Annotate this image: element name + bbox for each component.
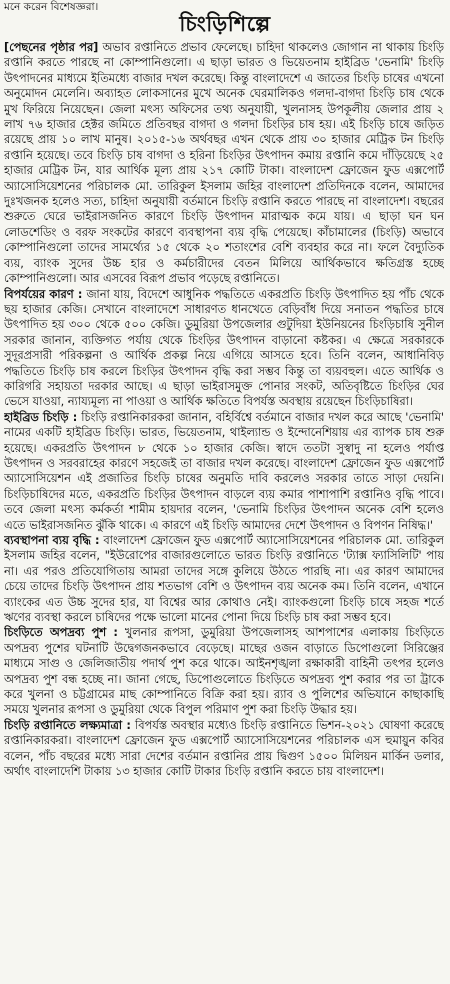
paragraph-lead: চিংড়ি রপ্তানিতে লক্ষ্যমাত্রা : [4, 718, 131, 732]
previous-article-fragment: মনে করেন বিশেষজ্ঞরা। [4, 1, 99, 13]
paragraph-lead: বিপর্যয়ের কারণ : [4, 287, 83, 301]
paragraph-text: অভাব রপ্তানিতে প্রভাব ফেলেছে। চাহিদা থাকলেও জোগান না থাকায় চিংড়ি রপ্তানি করতে পারছে না কোম্পানিগুলো। এ ছাড়া ভারত ও ভিয়েতনাম হাইব্রিড 'ভেনামি' চিংড়ি উৎপাদনের মাধ্যমে ইতিমধ্যে বাজার দখল করেছে। কিন্তু বাংলাদেশে এ জাতের চিংড়ি চাষের এখনো অনুমোদন মেলেনি। অব্যাহত লোকসানের মুখে অনেক ঘেরমালিকও গলদা-বাগদা চিংড়ি চাষ থেকে মুখ ফিরিয়ে নিয়েছেন। জেলা মৎস্য অফিসের তথ্য অনুযায়ী, খুলনাসহ উপকূলীয় জেলার প্রায় ২ লাখ ৭৬ হাজার হেক্টর জমিতে প্রতিবছর বাগদা ও গলদা চিংড়ির চাষ হয়। এই চিংড়ি চাষে জড়িত রয়েছে প্রায় ১০ লাখ মানুষ। ২০১৫-১৬ অর্থবছর এখন থেকে প্রায় ৩০ হাজার মেট্রিক টন চিংড়ি রপ্তানি হয়েছে। তবে চিংড়ি চাষ বাগদা ও হরিনা চিংড়ির উৎপাদন কমায় রপ্তানি কমে দাঁড়িয়েছে ২৫ হাজার মেট্রিক টন, যার আর্থিক মূল্য প্রায় ২১৭ কোটি টাকা। বাংলাদেশ ফ্রোজেন ফুড এক্সপোর্ট অ্যাসোসিয়েশনের পরিচালক মো. তারিকুল ইসলাম জহির বাংলাদেশ প্রতিদিনকে বলেন, আমাদের দুঃখজনক হলেও সত্য, চাহিদা অনুযায়ী বর্তমানে চিংড়ি রপ্তানি করতে পারছে না বাংলাদেশ। বছরের শুরুতে ঘেরে ভাইরাসজনিত কারণে চিংড়ি উৎপাদন মারাত্মক কমে যায়। এ ছাড়া ঘন ঘন লোডশেডিং ও বরফ সংকটের কারণে ব্যবস্থাপনা ব্যয় বৃদ্ধি পেয়েছে। কাঁচামালের (চিংড়ি) অভাবে কোম্পানিগুলো তাদের সামর্থ্যের ১৫ থেকে ২০ শতাংশের বেশি ব্যবহার করে না। ফলে বৈদ্যুতিক ব্যয়, ব্যাংক সুদের উচ্চ হার ও কর্মচারীদের বেতন মিলিয়ে আর্থিকভাবে ক্ষতিগ্রস্ত হচ্ছে কোম্পানিগুলো। আর এসবের বিরূপ প্রভাব পড়েছে রপ্তানিতে। [4, 41, 444, 286]
paragraph [4, 625, 444, 717]
paragraph-text: খুলনার রূপসা, ডুমুরিয়া উপজেলাসহ আশপাশের এলাকায় চিংড়িতে অপদ্রব্য পুশের ঘটনাটি উদ্বেগজনকভাবে বেড়েছে। মাছের ওজন বাড়াতে ডিপোগুলো সিরিঞ্জের মাধ্যমে সাগু ও জেলিজাতীয় পদার্থ পুশ করে থাকে। আইনশৃঙ্খলা রক্ষাকারী বাহিনী তৎপর হলেও অপদ্রব্য পুশ বন্ধ হচ্ছে না। জানা গেছে, ডিপোগুলোতে চিংড়িতে অপদ্রব্য পুশ করার পর তা ট্রাকে করে খুলনা ও চট্টগ্রামের মাছ কোম্পানিতে বিক্রি করা হয়। র‌্যাব ও পুলিশের অভিযানে কাছাকাছি সময়ে খুলনার রূপসা ও ডুমুরিয়া থেকে বিপুল পরিমাণ পুশ করা চিংড়ি উদ্ধার হয়। [4, 626, 444, 717]
article-body [4, 40, 444, 980]
article-headline: চিংড়িশিল্পে [179, 12, 271, 36]
paragraph-text: বিপর্যস্ত অবস্থার মধ্যেও চিংড়ি রপ্তানিতে ভিশন-২০২১ ঘোষণা করেছে রপ্তানিকারকরা। বাংলাদেশ ফ্রোজেন ফুড এক্সপোর্ট অ্যাসোসিয়েশনের পরিচালক এস হুমায়ুন কবির বলেন, পাঁচ বছরের মধ্যে সারা দেশের বর্তমান রপ্তানির প্রায় দ্বিগুণ ১৫০০ মিলিয়ন মার্কিন ডলার, অর্থাৎ বাংলাদেশি টাকায় ১৩ হাজার কোটি টাকার চিংড়ি রপ্তানি করতে চায় বাংলাদেশ। [4, 718, 444, 779]
paragraph-lead: [পেছনের পৃষ্ঠার পর] [4, 41, 99, 54]
paragraph-lead: হাইব্রিড চিংড়ি : [4, 410, 78, 424]
paragraph [4, 533, 444, 625]
paragraph-lead: চিংড়িতে অপদ্রব্য পুশ : [4, 626, 118, 640]
paragraph [4, 410, 444, 533]
paragraph-text: জানা যায়, বিদেশে আধুনিক পদ্ধতিতে একরপ্রতি চিংড়ি উৎপাদিত হয় পাঁচ থেকে ছয় হাজার কেজি। সেখানে বাংলাদেশে সাধারণত ধানখেতে বেড়িবাঁধ দিয়ে সনাতন পদ্ধতির চাষে উৎপাদিত হয় ৩০০ থেকে ৫০০ কেজি। ডুমুরিয়া উপজেলার গুটুদিয়া ইউনিয়নের চিংড়িচাষি সুনীল সরকার জানান, ব্যক্তিগত পর্যায় থেকে চিংড়ির উৎপাদন বাড়ানো কষ্টকর। এ ক্ষেত্রে সরকারকে সুদূরপ্রসারী পরিকল্পনা ও আর্থিক প্রকল্প নিয়ে এগিয়ে আসতে হবে। তিনি বলেন, আধানিবিড় পদ্ধতিতে চিংড়ি চাষ করলে চিংড়ির উৎপাদন বৃদ্ধি করা সম্ভব কিন্তু তা ব্যয়বহুল। এতে আর্থিক ও কারিগরি সহায়তা দরকার আছে। এ ছাড়া ভাইরাসমুক্ত পোনার সংকট, অতিবৃষ্টিতে চিংড়ির ঘের ভেসে যাওয়া, ন্যায্যমূল্য না পাওয়া ও আর্থিক ক্ষতিতে বিপর্যস্ত অবস্থায় রয়েছেন চিংড়িচাষিরা। [4, 287, 444, 409]
paragraph-text: চিংড়ি রপ্তানিকারকরা জানান, বহির্বিশ্বে বর্তমানে বাজার দখল করে আছে 'ভেনামি' নামের একটি হাইব্রিড চিংড়ি। ভারত, ভিয়েতনাম, থাইল্যান্ড ও ইন্দোনেশিয়ায় এর ব্যাপক চাষ শুরু হয়েছে। একরপ্রতি উৎপাদন ৮ থেকে ১০ হাজার কেজি। স্বাদে ততটা সুস্বাদু না হলেও পর্যাপ্ত উৎপাদন ও সরবরাহের কারণে সহজেই তা বাজার দখল করেছে। বাংলাদেশ ফ্রোজেন ফুড এক্সপোর্ট অ্যাসোসিয়েশন এই প্রজাতির চিংড়ি চাষের অনুমতি দাবি করলেও সরকার তাতে সাড়া দেয়নি। চিংড়িচাষিদের মতে, একরপ্রতি চিংড়ির উৎপাদন বাড়লে ব্যয় কমার পাশাপাশি রপ্তানিও বৃদ্ধি পাবে। তবে জেলা মৎস্য কর্মকর্তা শামীম হায়দার বলেন, 'ভেনামি চিংড়ির উৎপাদন অনেক বেশি হলেও এতে ভাইরাসজনিত ঝুঁকি থাকে। এ কারণে এই চিংড়ি আমাদের দেশে উৎপাদন ও বিপণন নিষিদ্ধ।' [4, 410, 444, 532]
paragraph-lead: ব্যবস্থাপনা ব্যয় বৃদ্ধি : [4, 534, 100, 547]
headline-container [0, 10, 450, 38]
paragraph [4, 287, 444, 410]
paragraph-text: বাংলাদেশ ফ্রোজেন ফুড এক্সপোর্ট অ্যাসোসিয়েশনের পরিচালক মো. তারিকুল ইসলাম জহির বলেন, "ইউরোপের বাজারগুলোতে ভারত চিংড়ি রপ্তানিতে 'ট্যাক্স ফ্যাসিলিটি' পায় না। এর পরও প্রতিযোগিতায় আমরা তাদের সঙ্গে কুলিয়ে উঠতে পারছি না। এর কারণ আমাদের চেয়ে তাদের চিংড়ি উৎপাদন প্রায় শতভাগ বেশি ও উৎপাদন ব্যয় অনেক কম। তিনি বলেন, এখানে ব্যাংকের এত উচ্চ সুদের হার, যা বিশ্বের আর কোথাও নেই। ব্যাংকগুলো চিংড়ি চাষে সহজ শর্তে ঋণের ব্যবস্থা করলে চাষিদের পক্ষে ভালো মানের পোনা দিয়ে চিংড়ি চাষ করা সম্ভব হবে। [4, 534, 444, 625]
paragraph [4, 718, 444, 780]
paragraph [4, 40, 444, 287]
